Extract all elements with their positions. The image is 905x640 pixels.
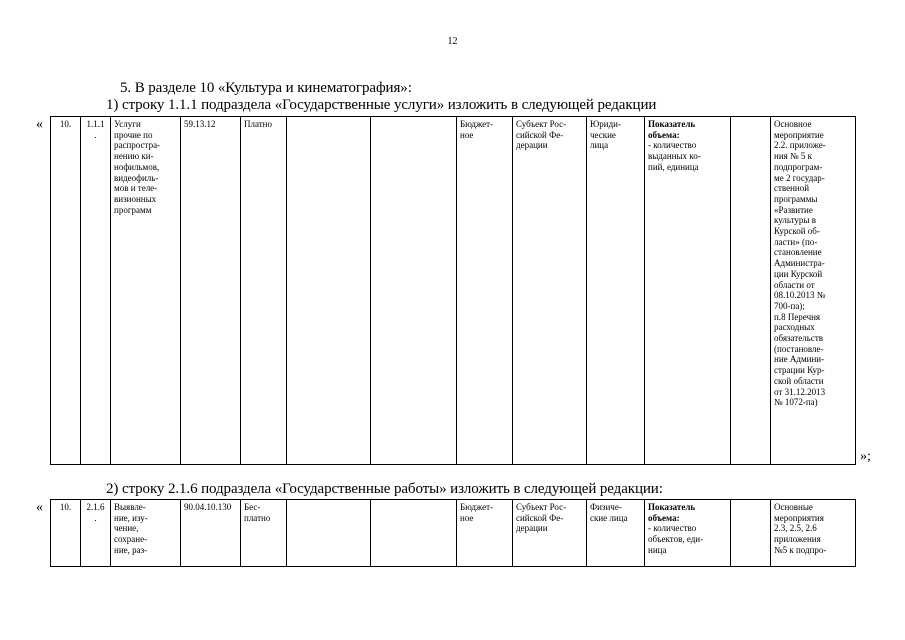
item2-heading: 2) строку 2.1.6 подраздела «Государственные работы» изложить в следующей редакции: [106, 481, 663, 497]
cell-empty-12 [731, 500, 771, 567]
cell-payment: Платно [241, 117, 287, 465]
cell-empty-7 [371, 117, 457, 465]
cell-indicator [645, 500, 731, 567]
indicator-title: Показатель объема: [648, 502, 696, 523]
indicator-title: Показатель объема: [648, 119, 696, 140]
cell-empty-6 [287, 117, 371, 465]
cell-code: 2.1.6 . [81, 500, 111, 567]
table-row-1-1-1 [50, 116, 856, 465]
cell-empty-12 [731, 117, 771, 465]
cell-legal-basis: Основное мероприятие 2.2. приложе- ния № 5 к подпрограм- ме 2 государ- ственной программы «Развитие культуры в Курской об- ласти» (по- становление Администра- ции Курской области от 08.10.2013 № 700-па); п.8 Перечня расходных обязательств (постановле- ние Админи- страции Кур- ской области от 31.12.2013 № 1072-па) [771, 117, 856, 465]
indicator-text: - количество выданных ко- пий, единица [648, 140, 701, 172]
indicator-text: - количество объектов, еди- ница [648, 523, 704, 555]
cell-number: 10. [51, 117, 81, 465]
cell-authority: Субъект Рос- сийской Фе- дерации [513, 500, 587, 567]
page-number: 12 [447, 36, 458, 47]
cell-institution-type: Бюджет- ное [457, 500, 513, 567]
cell-okved: 59.13.12 [181, 117, 241, 465]
cell-consumers: Физиче- ские лица [587, 500, 645, 567]
cell-consumers: Юриди- ческие лица [587, 117, 645, 465]
cell-payment: Бес- платно [241, 500, 287, 567]
open-quote-2: « [36, 500, 43, 515]
cell-empty-7 [371, 500, 457, 567]
cell-authority: Субъект Рос- сийской Фе- дерации [513, 117, 587, 465]
cell-institution-type: Бюджет- ное [457, 117, 513, 465]
cell-code: 1.1.1 . [81, 117, 111, 465]
close-quote: »; [860, 449, 871, 464]
cell-okved: 90.04.10.130 [181, 500, 241, 567]
cell-indicator [645, 117, 731, 465]
cell-empty-6 [287, 500, 371, 567]
cell-legal-basis: Основные мероприятия 2.3, 2.5, 2.6 приложения №5 к подпро- [771, 500, 856, 567]
cell-number: 10. [51, 500, 81, 567]
item1-heading: 1) строку 1.1.1 подраздела «Государственные услуги» изложить в следующей редакции [106, 97, 657, 113]
section-heading: 5. В разделе 10 «Культура и кинематография»: [120, 80, 412, 96]
table-row-2-1-6 [50, 499, 856, 567]
cell-service-name: Услуги прочие по распростра- нению ки- нофильмов, видеофиль- мов и теле- визионных программ [111, 117, 181, 465]
open-quote-1: « [36, 117, 43, 132]
cell-work-name: Выявле- ние, изу- чение, сохране- ние, раз- [111, 500, 181, 567]
